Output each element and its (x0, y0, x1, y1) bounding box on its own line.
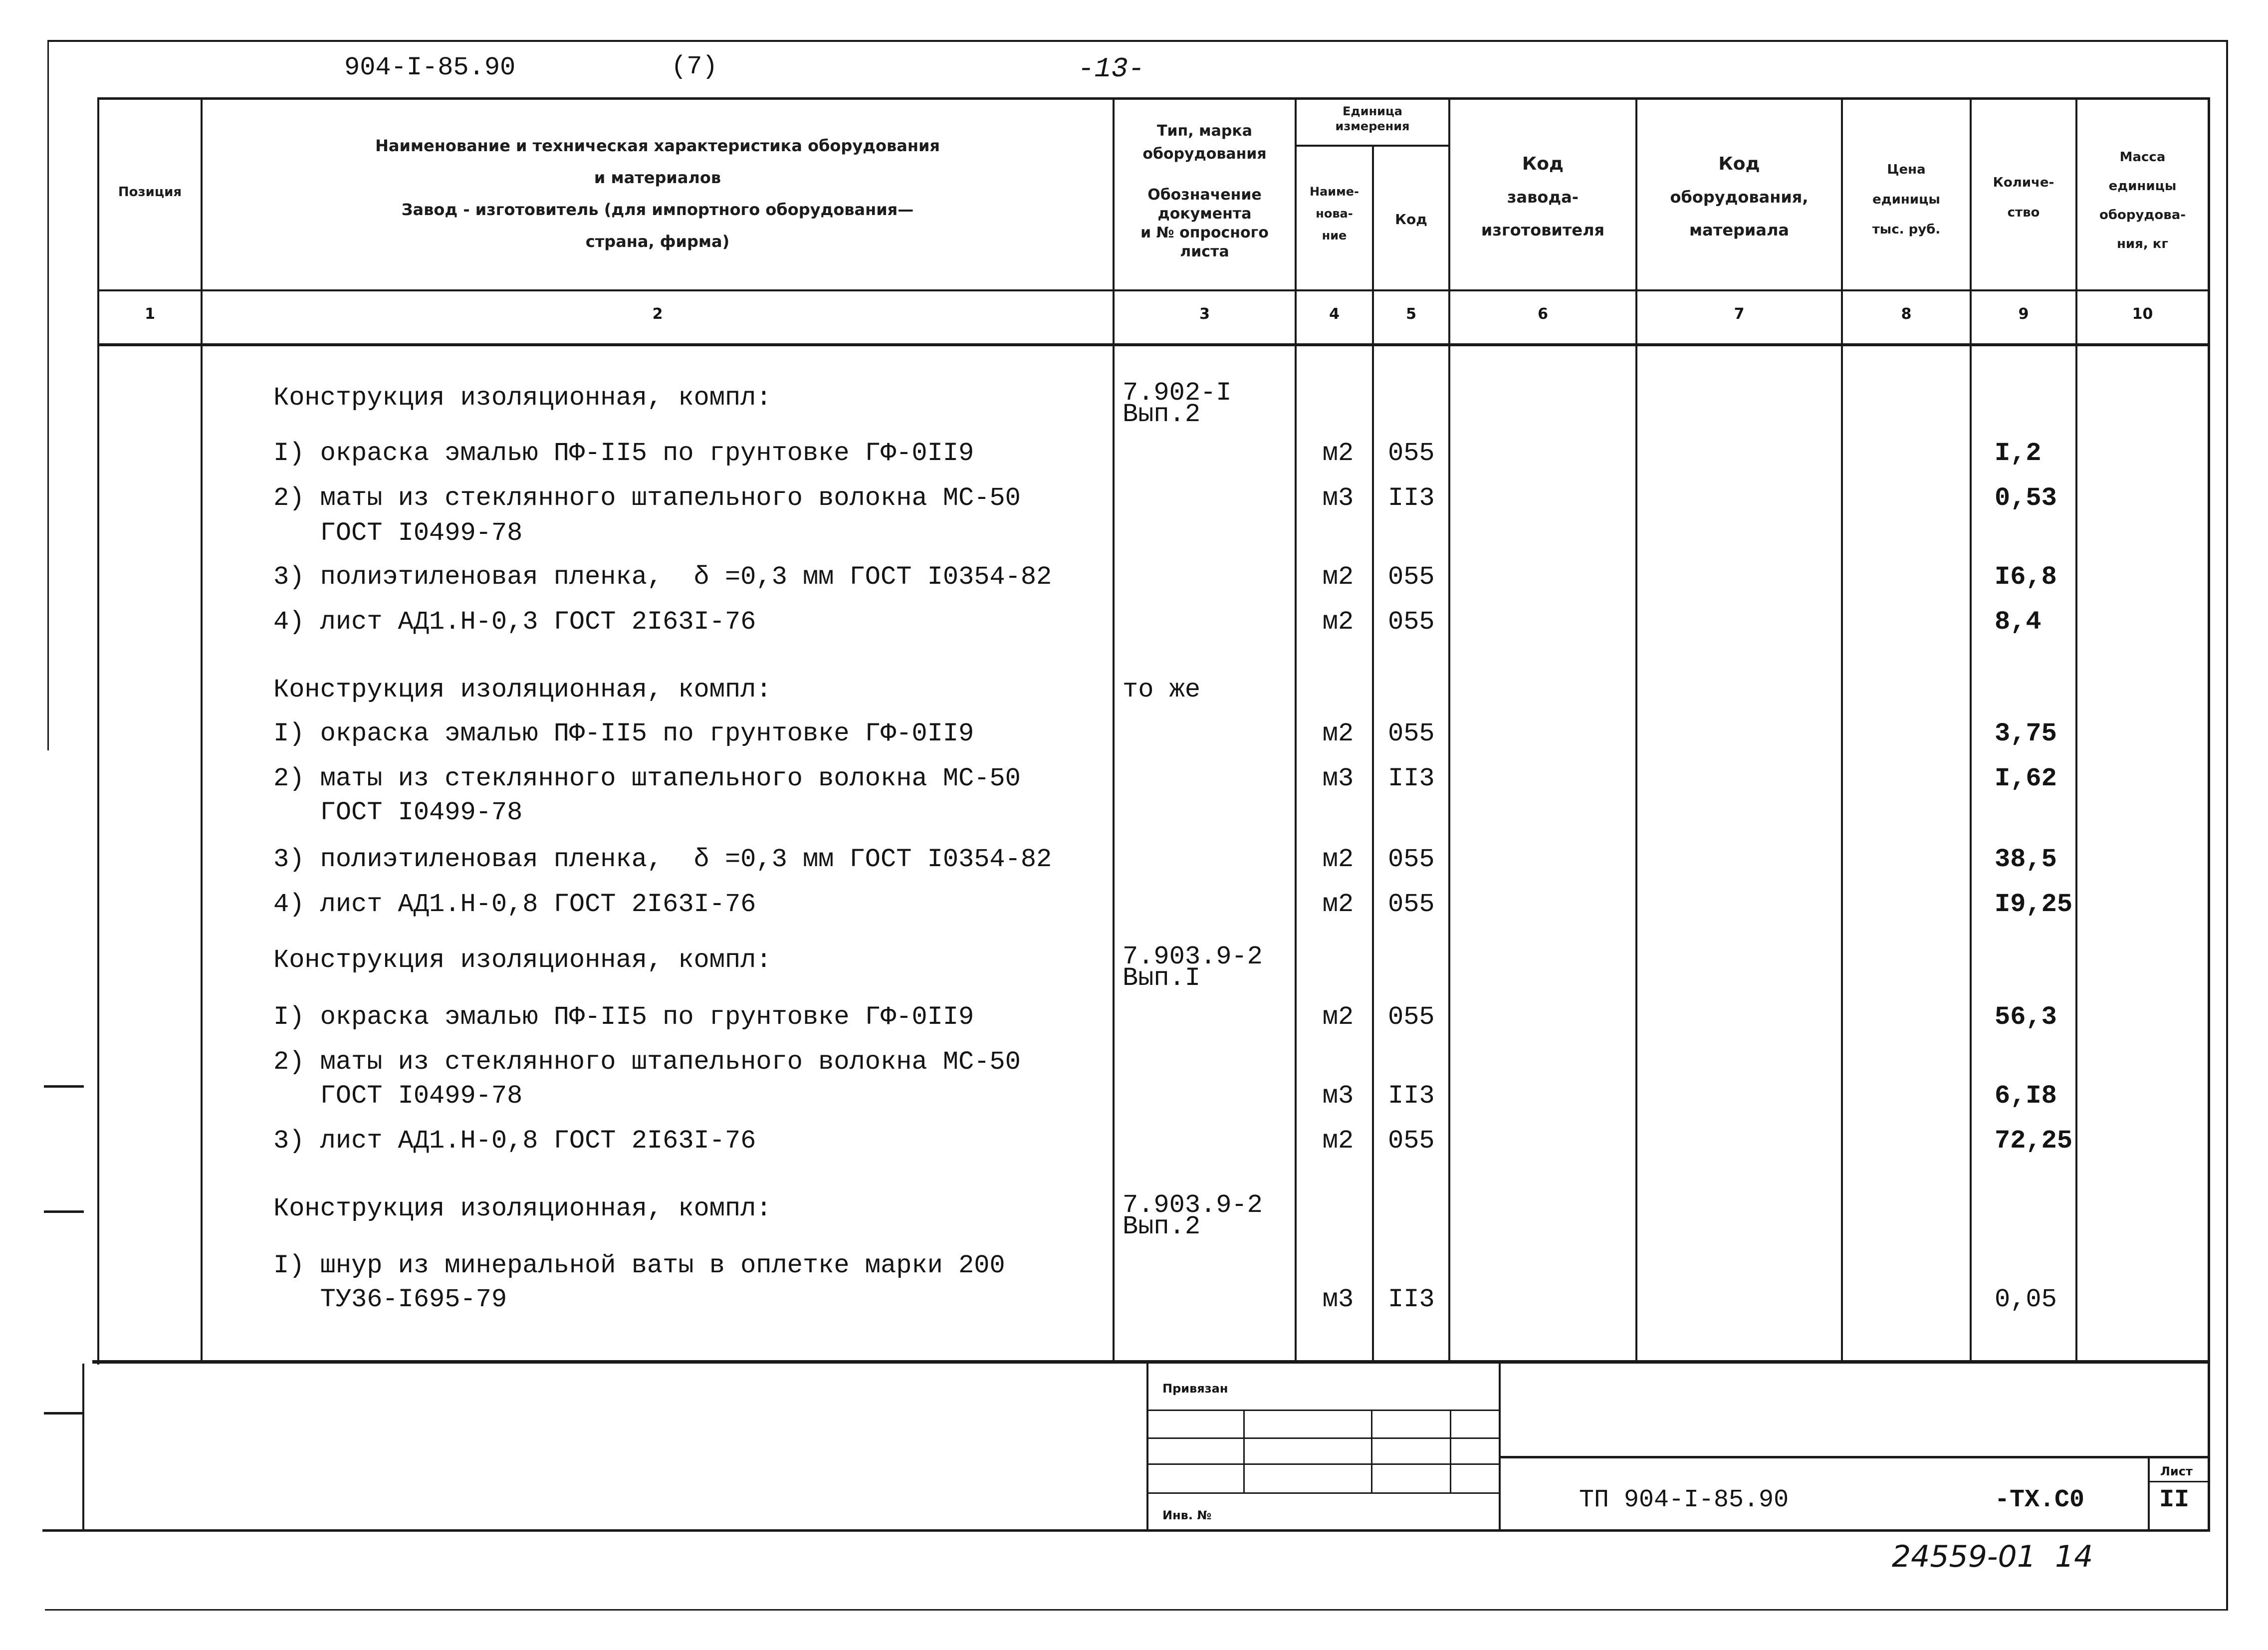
header-factory-code-line-3: изготовителя (1481, 221, 1605, 239)
row-8-code: II3 (1388, 764, 1435, 793)
row-3-name-line-1: 2) маты из стеклянного штапельного волокна МС-50 (273, 483, 1021, 513)
col-sep-1 (201, 97, 203, 1360)
header-unit-code: Код (1395, 211, 1427, 228)
row-15-doc-line-1: 7.903.9-2 (1123, 1190, 1263, 1220)
row-6-doc: то же (1123, 675, 1201, 705)
unit-group-divider (1295, 145, 1450, 147)
header-quantity (1972, 168, 2075, 228)
header-name-line-1: Наименование и техническая характеристика оборудования (375, 136, 940, 155)
header-price-line-2: единицы (1872, 192, 1940, 207)
header-factory-code-line-2: завода- (1507, 188, 1579, 207)
row-4-code: 055 (1388, 562, 1435, 592)
binding-mark-1 (44, 1085, 84, 1088)
row-6-name: Конструкция изоляционная, компл: (273, 675, 772, 705)
colnum-1: 1 (145, 305, 155, 323)
approval-box (1146, 1364, 1501, 1529)
row-7-unit: м2 (1322, 719, 1354, 748)
row-7-name: I) окраска эмалью ПФ-II5 по грунтовке ГФ-0II9 (273, 719, 974, 748)
row-10-name: 4) лист АД1.Н-0,8 ГОСТ 2I63I-76 (273, 890, 756, 919)
row-16-unit: м3 (1322, 1285, 1354, 1314)
row-10-code: 055 (1388, 890, 1435, 919)
row-13-name-line-2: ГОСТ I0499-78 (273, 1081, 523, 1111)
header-unit-line-2: измерения (1335, 119, 1410, 133)
row-12-unit: м2 (1322, 1002, 1354, 1032)
frame-top-outer (47, 40, 2228, 42)
row-8-name-line-1: 2) маты из стеклянного штапельного волокна МС-50 (273, 764, 1021, 793)
header-bottom-border (97, 289, 2210, 291)
approval-line-4 (1148, 1492, 1499, 1494)
header-name-line-3: Завод - изготовитель (для импортного оборудования— (401, 200, 914, 219)
row-2-unit: м2 (1322, 439, 1354, 468)
row-1-name: Конструкция изоляционная, компл: (273, 383, 772, 413)
doc-code: ТП 904-I-85.90 (1579, 1486, 1789, 1514)
header-type-line-2: оборудования (1142, 145, 1267, 163)
approval-line-3 (1148, 1463, 1499, 1465)
header-equipment-code (1637, 148, 1841, 246)
row-14-unit: м2 (1322, 1126, 1354, 1156)
row-9-qty: 38,5 (1995, 845, 2057, 874)
frame-left-outer (47, 42, 49, 750)
row-16-name-line-2: ТУ36-I695-79 (273, 1285, 507, 1314)
header-position: Позиция (118, 185, 182, 200)
row-1-doc-line-2: Вып.2 (1123, 400, 1201, 429)
header-price-line-3: тыс. руб. (1872, 222, 1941, 237)
header-name-line-2: и материалов (594, 168, 721, 187)
row-9-unit: м2 (1322, 845, 1354, 874)
row-8-name-line-2: ГОСТ I0499-78 (273, 798, 523, 827)
document-part: (7) (671, 52, 718, 81)
doc-suffix: -ТХ.С0 (1995, 1486, 2085, 1514)
binding-mark-3 (44, 1412, 84, 1414)
row-13-name-line-1: 2) маты из стеклянного штапельного волокна МС-50 (273, 1047, 1021, 1077)
binding-mark-2 (44, 1210, 84, 1213)
row-12-name: I) окраска эмалью ПФ-II5 по грунтовке ГФ-0II9 (273, 1002, 974, 1032)
header-unit-name-line-3: ние (1322, 229, 1347, 242)
col-sep-9 (2075, 97, 2077, 1360)
header-mass (2077, 143, 2208, 258)
header-mass-line-3: оборудова- (2099, 208, 2186, 223)
colnum-9: 9 (2018, 305, 2029, 323)
header-doc-line-4: листа (1180, 243, 1229, 260)
header-equipment-code-line-3: материала (1689, 221, 1789, 239)
row-13-unit: м3 (1322, 1081, 1354, 1111)
row-4-name: 3) полиэтиленовая пленка, δ =0,3 мм ГОСТ I0354-82 (273, 562, 1052, 592)
footer-number: 24559-01 14 (1892, 1539, 2093, 1574)
title-block-top-line (1501, 1456, 2210, 1458)
row-9-code: 055 (1388, 845, 1435, 874)
col-sep-4 (1372, 145, 1374, 1360)
header-equipment-code-line-1: Код (1718, 154, 1760, 174)
frame-right-outer (2226, 40, 2228, 1609)
row-5-name: 4) лист АД1.Н-0,3 ГОСТ 2I63I-76 (273, 607, 756, 637)
row-9-name: 3) полиэтиленовая пленка, δ =0,3 мм ГОСТ I0354-82 (273, 845, 1052, 874)
header-mass-line-1: Масса (2119, 150, 2166, 165)
row-14-qty: 72,25 (1995, 1126, 2073, 1156)
header-unit-name-line-1: Наиме- (1310, 185, 1359, 199)
row-7-qty: 3,75 (1995, 719, 2057, 748)
col-sep-6 (1635, 97, 1637, 1360)
row-14-code: 055 (1388, 1126, 1435, 1156)
colnum-6: 6 (1538, 305, 1548, 323)
table-bottom-border (92, 1360, 2210, 1364)
header-type (1115, 120, 1295, 166)
col-sep-8 (1970, 97, 1972, 1360)
header-doc-line-2: документа (1157, 205, 1252, 223)
row-3-qty: 0,53 (1995, 483, 2057, 513)
row-14-name: 3) лист АД1.Н-0,8 ГОСТ 2I63I-76 (273, 1126, 756, 1156)
table-left-border (97, 97, 99, 1365)
header-quantity-line-2: ство (2007, 205, 2040, 220)
header-doc (1115, 186, 1295, 261)
header-quantity-line-1: Количе- (1993, 175, 2054, 190)
row-15-doc-line-2: Вып.2 (1123, 1212, 1201, 1241)
colnum-5: 5 (1406, 305, 1416, 323)
sheet-number: II (2159, 1486, 2190, 1514)
header-name (203, 130, 1113, 257)
inv-no-label: Инв. № (1162, 1508, 1212, 1522)
row-3-name-line-2: ГОСТ I0499-78 (273, 518, 523, 548)
sheet-box-label-line (2148, 1481, 2210, 1482)
header-price-line-1: Цена (1887, 162, 1926, 177)
row-2-qty: I,2 (1995, 439, 2041, 468)
sheet-label: Лист (2160, 1464, 2193, 1478)
sheet-box-divider (2148, 1456, 2150, 1529)
row-12-qty: 56,3 (1995, 1002, 2057, 1032)
row-10-qty: I9,25 (1995, 890, 2073, 919)
col-sep-2 (1113, 97, 1115, 1360)
header-unit-name (1297, 181, 1372, 246)
row-11-doc-line-1: 7.903.9-2 (1123, 942, 1263, 971)
col-sep-7 (1841, 97, 1843, 1360)
row-16-qty: 0,05 (1995, 1285, 2057, 1314)
header-mass-line-2: единицы (2108, 179, 2177, 194)
table-right-border (2208, 97, 2210, 1529)
row-4-qty: I6,8 (1995, 562, 2057, 592)
row-3-code: II3 (1388, 483, 1435, 513)
row-16-code: II3 (1388, 1285, 1435, 1314)
row-8-unit: м3 (1322, 764, 1354, 793)
header-name-line-4: страна, фирма) (585, 232, 730, 251)
header-mass-line-4: ния, кг (2116, 236, 2169, 251)
stamp-bottom-line (42, 1529, 2210, 1532)
row-1-doc-line-1: 7.902-I (1123, 378, 1232, 408)
row-16-name-line-1: I) шнур из минеральной ваты в оплетке марки 200 (273, 1251, 1005, 1280)
header-type-line-1: Тип, марка (1157, 122, 1252, 140)
colnum-bottom-border (97, 343, 2210, 346)
header-unit-line-1: Единица (1343, 104, 1402, 118)
header-factory-code (1450, 148, 1635, 246)
header-factory-code-line-1: Код (1522, 154, 1564, 174)
row-7-code: 055 (1388, 719, 1435, 748)
colnum-2: 2 (652, 305, 663, 323)
approval-line-2 (1148, 1437, 1499, 1439)
colnum-7: 7 (1734, 305, 1745, 323)
header-unit-group (1297, 104, 1448, 134)
table-top-border (97, 97, 2210, 100)
row-13-qty: 6,I8 (1995, 1081, 2057, 1111)
row-5-code: 055 (1388, 607, 1435, 637)
row-5-unit: м2 (1322, 607, 1354, 637)
col-sep-5 (1448, 97, 1450, 1360)
colnum-8: 8 (1901, 305, 1912, 323)
colnum-3: 3 (1199, 305, 1210, 323)
col-sep-3 (1295, 97, 1297, 1360)
row-5-qty: 8,4 (1995, 607, 2041, 637)
header-price (1843, 155, 1970, 244)
row-2-name: I) окраска эмалью ПФ-II5 по грунтовке ГФ-0II9 (273, 439, 974, 468)
page-number: -13- (1078, 53, 1145, 85)
frame-bottom-outer (45, 1609, 2228, 1611)
row-11-name: Конструкция изоляционная, компл: (273, 945, 772, 975)
colnum-4: 4 (1329, 305, 1340, 323)
row-2-code: 055 (1388, 439, 1435, 468)
approval-vline-3 (1450, 1410, 1451, 1492)
approval-vline-1 (1243, 1410, 1245, 1492)
approval-vline-2 (1371, 1410, 1372, 1492)
stamp-left-border (82, 1364, 84, 1529)
header-unit-name-line-2: нова- (1316, 207, 1353, 221)
row-4-unit: м2 (1322, 562, 1354, 592)
header-doc-line-1: Обозначение (1147, 186, 1262, 204)
row-12-code: 055 (1388, 1002, 1435, 1032)
approval-line-1 (1148, 1410, 1499, 1411)
header-equipment-code-line-2: оборудования, (1670, 188, 1809, 207)
row-11-doc-line-2: Вып.I (1123, 963, 1201, 993)
row-10-unit: м2 (1322, 890, 1354, 919)
row-15-name: Конструкция изоляционная, компл: (273, 1194, 772, 1223)
row-13-code: II3 (1388, 1081, 1435, 1111)
row-8-qty: I,62 (1995, 764, 2057, 793)
colnum-10: 10 (2132, 305, 2153, 323)
document-designation: 904-I-85.90 (344, 53, 516, 82)
header-doc-line-3: и № опросного (1140, 224, 1269, 241)
privyazan-label: Привязан (1162, 1382, 1228, 1396)
row-3-unit: м3 (1322, 483, 1354, 513)
